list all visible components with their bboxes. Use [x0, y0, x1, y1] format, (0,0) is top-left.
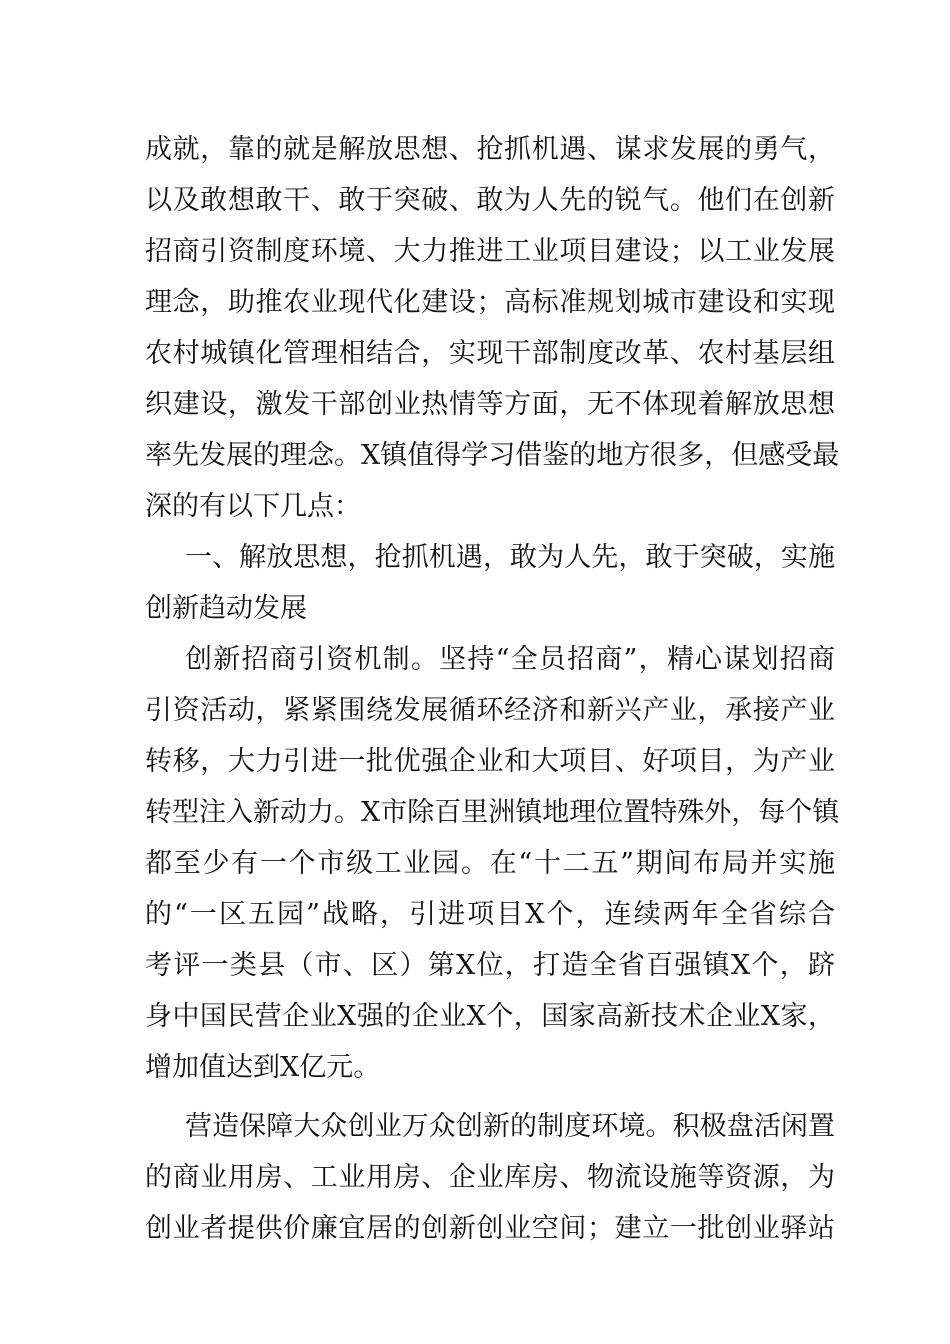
- paragraph-line: 招商引资制度环境、大力推进工业项目建设；以工业发展: [145, 236, 835, 267]
- heading-line: 一、解放思想，抢抓机遇，敢为人先，敢于突破，实施: [185, 542, 835, 573]
- paragraph-line: 的商业用房、工业用房、企业库房、物流设施等资源，为: [145, 1162, 835, 1193]
- paragraph-line: 营造保障大众创业万众创新的制度环境。积极盘活闲置: [185, 1111, 835, 1142]
- paragraph-line: 引资活动，紧紧围绕发展循环经济和新兴产业，承接产业: [145, 695, 835, 726]
- paragraph-1: [145, 124, 840, 532]
- paragraph-line: 考评一类县（市、区）第X位，打造全省百强镇X个，跻: [145, 950, 835, 981]
- paragraph-line: 农村城镇化管理相结合，实现干部制度改革、农村基层组: [145, 338, 835, 369]
- paragraph-3: [145, 1101, 835, 1254]
- heading-line: 创新趋动发展: [145, 593, 307, 624]
- paragraph-line: 成就，靠的就是解放思想、抢抓机遇、谋求发展的勇气，: [145, 134, 835, 165]
- paragraph-2: [145, 634, 840, 1093]
- paragraph-line: 创新招商引资机制。坚持“全员招商”，精心谋划招商: [185, 644, 835, 675]
- document-body: [145, 124, 840, 1254]
- paragraph-line: 增加值达到X亿元。: [145, 1052, 381, 1083]
- paragraph-line: 创业者提供价廉宜居的创新创业空间；建立一批创业驿站: [145, 1213, 835, 1244]
- paragraph-line: 身中国民营企业X强的企业X个，国家高新技术企业X家，: [145, 1001, 835, 1032]
- paragraph-line: 转移，大力引进一批优强企业和大项目、好项目，为产业: [145, 746, 835, 777]
- paragraph-line: 深的有以下几点：: [145, 491, 361, 522]
- paragraph-line: 转型注入新动力。X市除百里洲镇地理位置特殊外，每个镇: [145, 797, 840, 828]
- paragraph-line: 理念，助推农业现代化建设；高标准规划城市建设和实现: [145, 287, 835, 318]
- paragraph-line: 率先发展的理念。X镇值得学习借鉴的地方很多，但感受最: [145, 440, 840, 471]
- paragraph-line: 织建设，激发干部创业热情等方面，无不体现着解放思想: [145, 389, 835, 420]
- paragraph-line: 的“一区五园”战略，引进项目X个，连续两年全省综合: [145, 899, 835, 930]
- paragraph-line: 以及敢想敢干、敢于突破、敢为人先的锐气。他们在创新: [145, 185, 835, 216]
- section-heading-1: [145, 532, 835, 634]
- paragraph-line: 都至少有一个市级工业园。在“十二五”期间布局并实施: [145, 848, 835, 879]
